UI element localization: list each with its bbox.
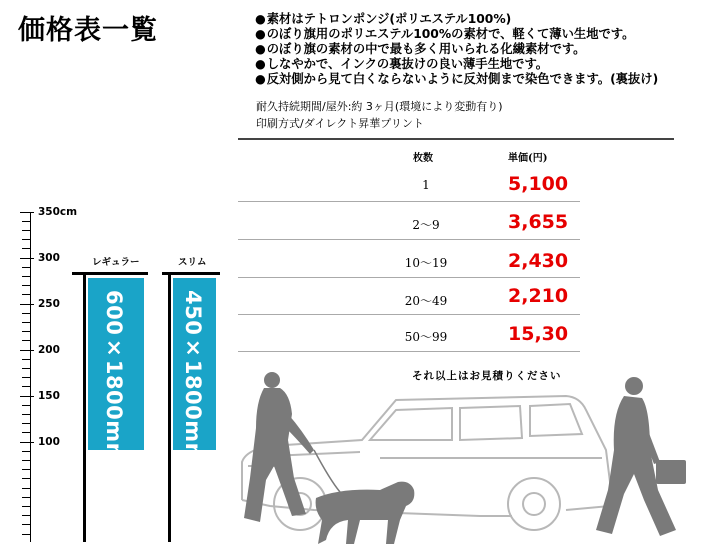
ruler-tick [22, 405, 30, 406]
page-title: 価格表一覧 [18, 15, 158, 46]
feature-item: ● のぼり旗用のポリエステル100%の素材で、軽くて薄い生地です。 [255, 27, 658, 42]
ruler-tick [22, 497, 30, 498]
table-row-price: 2,210 [508, 285, 569, 307]
ruler-tick [20, 350, 34, 351]
ruler-label: 150 [38, 390, 60, 402]
table-row-price: 2,430 [508, 250, 569, 272]
row-divider [238, 277, 580, 278]
qty-header: 枚数 [413, 153, 433, 164]
ruler-tick [22, 414, 30, 415]
row-divider [238, 351, 580, 352]
ruler-tick [22, 340, 30, 341]
price-header: 単価(円) [508, 153, 548, 164]
ruler-tick [22, 524, 30, 525]
ruler-tick [22, 515, 30, 516]
ruler-label: 200 [38, 344, 60, 356]
table-row-qty: 2〜9 [412, 218, 440, 232]
ruler-tick [22, 248, 30, 249]
ruler-tick [22, 534, 30, 535]
ruler-tick [22, 313, 30, 314]
ruler-tick [22, 478, 30, 479]
feature-item: ● のぼり旗の素材の中で最も多く用いられる化繊素材です。 [255, 42, 658, 57]
table-row-price: 3,655 [508, 211, 569, 233]
ruler-tick [22, 377, 30, 378]
ruler-tick [22, 221, 30, 222]
durability-note: 耐久持続期間/屋外:約 3ヶ月(環境により変動有り) [256, 100, 503, 113]
table-top-rule [238, 138, 674, 140]
feature-item: ● 素材はテトロンポンジ(ポリエステル100%) [255, 12, 658, 27]
table-row-price: 15,30 [508, 323, 569, 345]
dog-walker-silhouette [244, 372, 314, 522]
ruler-tick [22, 432, 30, 433]
ruler-tick [22, 276, 30, 277]
ruler-tick [22, 451, 30, 452]
ruler-tick [22, 267, 30, 268]
ruler-tick [22, 423, 30, 424]
row-divider [238, 201, 580, 202]
slim-flag-size: 450×1800mm [181, 290, 205, 466]
table-row-qty: 1 [422, 178, 430, 192]
ruler-tick [22, 230, 30, 231]
row-divider [238, 239, 580, 240]
ruler-label: 100 [38, 436, 60, 448]
ruler-tick [22, 506, 30, 507]
ruler-label: 350cm [38, 206, 78, 218]
table-row-price: 5,100 [508, 173, 569, 195]
ruler-tick [22, 488, 30, 489]
feature-item: ● しなやかで、インクの裏抜けの良い薄手生地です。 [255, 57, 658, 72]
ruler-tick [22, 386, 30, 387]
ruler-tick [20, 258, 34, 259]
ruler-tick [22, 359, 30, 360]
ruler-tick [22, 368, 30, 369]
height-ruler [30, 212, 31, 542]
spec-notes [256, 98, 503, 132]
feature-list [255, 12, 658, 87]
ruler-tick [22, 331, 30, 332]
ruler-label: 250 [38, 298, 60, 310]
ruler-tick [22, 294, 30, 295]
ruler-tick [22, 239, 30, 240]
regular-flag-size: 600×1800mm [102, 290, 126, 466]
feature-item: ● 反対側から見て白くならないように反対側まで染色できます。(裏抜け) [255, 72, 658, 87]
slim-flag-pole [168, 272, 171, 542]
ruler-tick [22, 322, 30, 323]
quote-footnote: それ以上はお見積りください [412, 370, 562, 382]
row-divider [238, 314, 580, 315]
businessman-silhouette [596, 377, 686, 536]
ruler-tick [22, 285, 30, 286]
table-row-qty: 20〜49 [404, 294, 448, 308]
ruler-tick [20, 442, 34, 443]
ruler-tick [22, 460, 30, 461]
ruler-tick [22, 469, 30, 470]
ruler-tick [20, 304, 34, 305]
ruler-tick [20, 396, 34, 397]
regular-flag-label: レギュラー [92, 257, 140, 268]
slim-flag-label: スリム [178, 257, 207, 268]
ruler-label: 300 [38, 252, 60, 264]
ruler-tick [20, 212, 34, 213]
print-method-note: 印刷方式/ダイレクト昇華プリント [256, 117, 424, 130]
table-row-qty: 10〜19 [404, 256, 448, 270]
scene-illustration [230, 370, 702, 550]
table-row-qty: 50〜99 [404, 330, 448, 344]
dog-silhouette [316, 482, 415, 544]
regular-flag-pole [83, 272, 86, 542]
